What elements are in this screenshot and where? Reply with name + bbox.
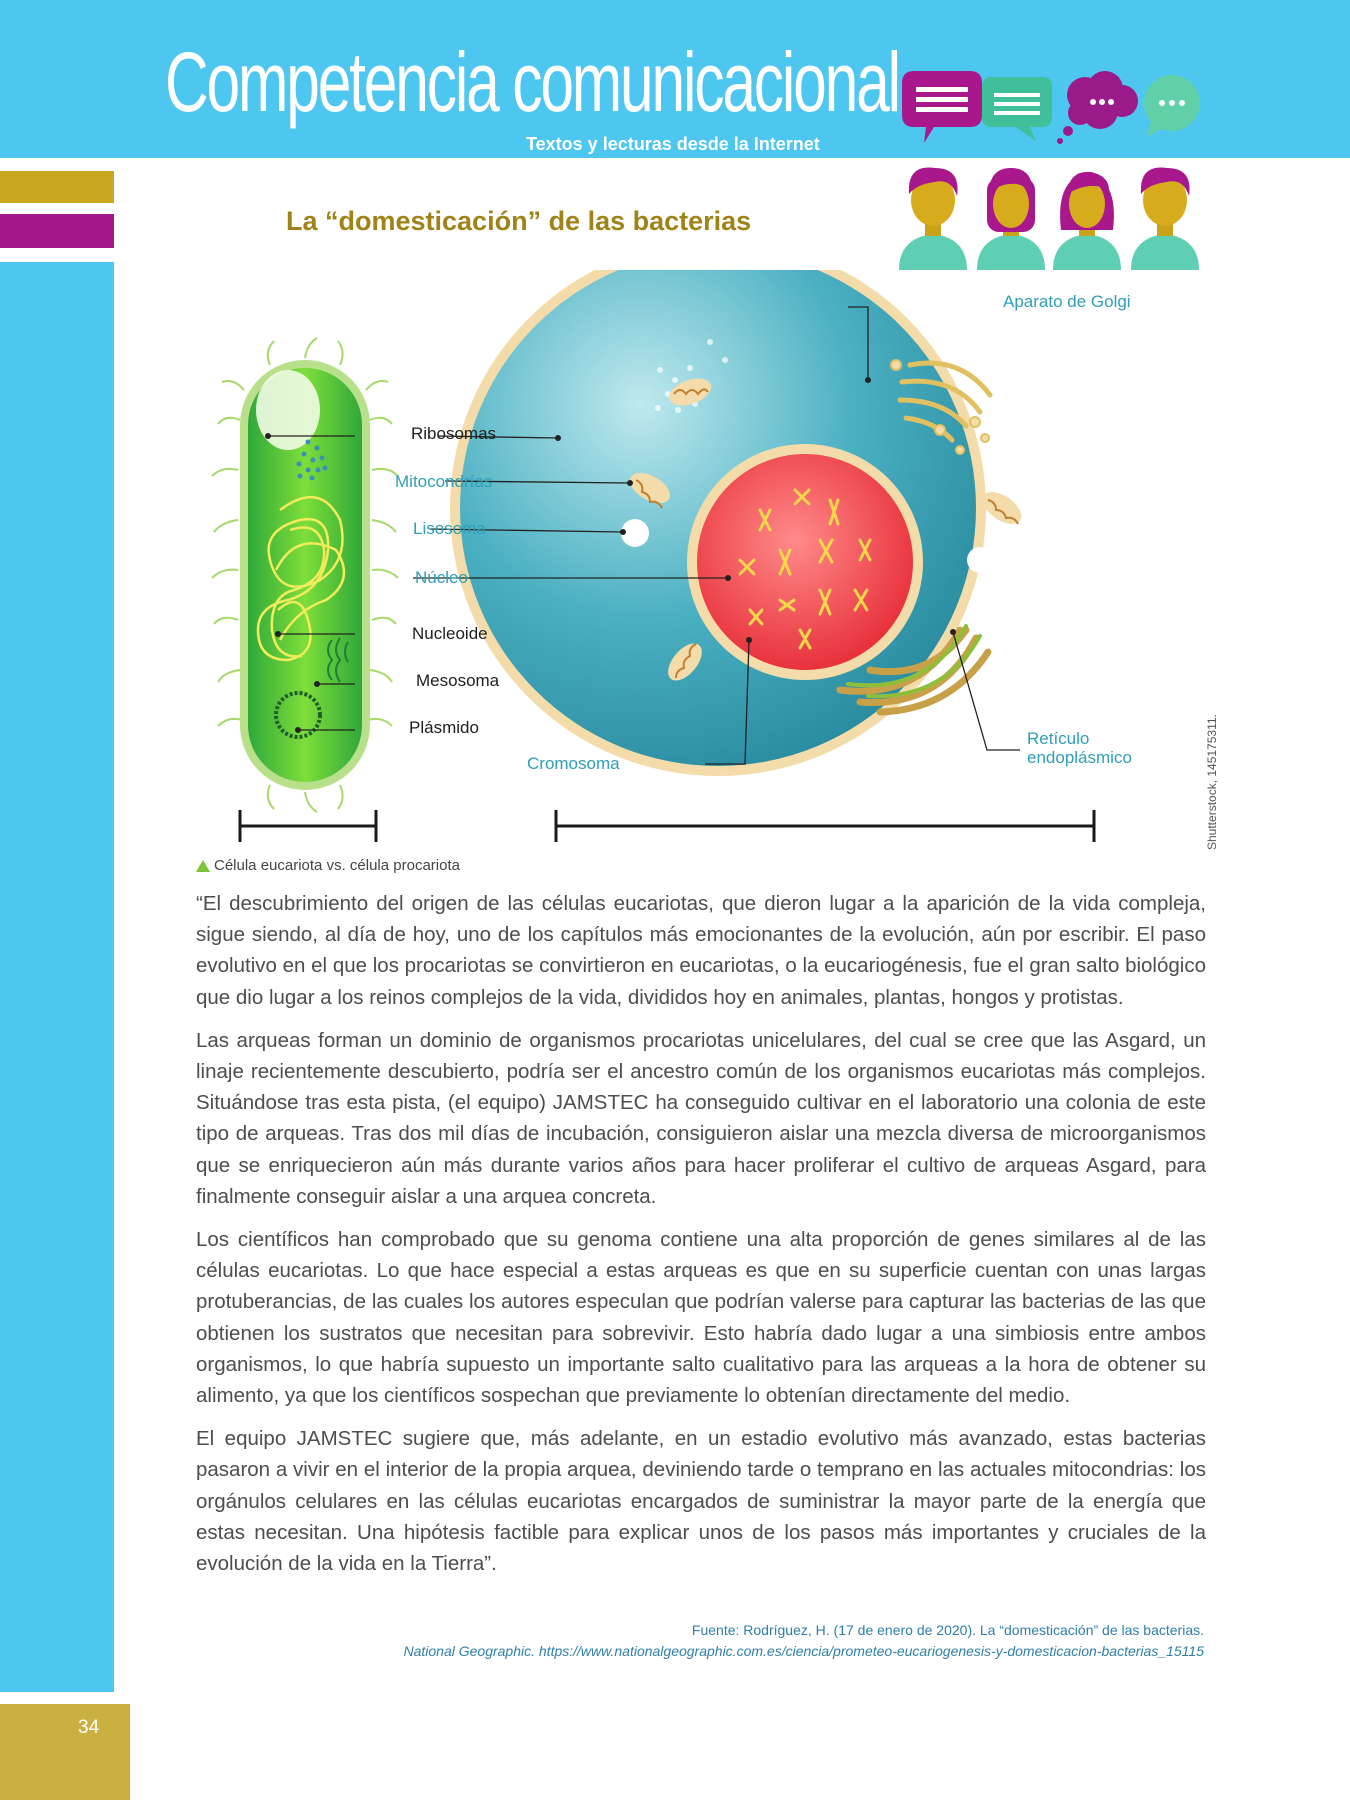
source-citation: [403, 1620, 1204, 1662]
lysosome: [967, 547, 993, 573]
article-paragraph: Las arqueas forman un dominio de organismos procariotas unicelulares, del cual se cree que las Asgard, un linaje recientemente descubierto, podría ser el ancestro común de los organismos eucariotas más complejos. Situándose tras esta pista, (el equipo) JAMSTEC ha conseguido cultivar en el laboratorio una colonia de este tipo de arqueas. Tras dos mil días de incubación, consiguieron aislar una mezcla diversa de microorganismos que se enriquecieron aún más durante varios años para hacer proliferar el cultivo de arqueas Asgard, para finalmente conseguir aislar a una arquea concreta.: [196, 1028, 1206, 1208]
label-nucleoide: Nucleoide: [412, 624, 488, 643]
page-number: 34: [78, 1717, 100, 1738]
label-mitocondrias: Mitocondrías: [395, 472, 493, 491]
photo-credit: Shutterstock, 145175311.: [1205, 714, 1219, 850]
purple-tab: [0, 214, 114, 248]
person-icon: [899, 168, 967, 270]
label-reticulo-2: endoplásmico: [1027, 748, 1132, 767]
person-icon: [1131, 168, 1199, 270]
gold-tab: [0, 171, 114, 203]
caption-triangle-icon: [196, 860, 210, 872]
label-reticulo-1: Retículo: [1027, 729, 1090, 748]
person-icon: [977, 168, 1045, 270]
teal-chat-bubble-icon: [982, 77, 1052, 141]
source-line-2[interactable]: National Geographic. https://www.nationalgeographic.com.es/ciencia/prometeo-eucariogenesis-y-domesticacion-bacterias_15115: [403, 1643, 1204, 1659]
label-ribosomas: Ribosomas: [411, 424, 497, 443]
eukaryotic-cell: [450, 270, 1027, 776]
label-aparato-golgi: Aparato de Golgi: [1003, 292, 1131, 311]
label-cromosoma: Cromosoma: [527, 754, 620, 773]
prokaryotic-cell: [212, 338, 398, 812]
page-title: La “domesticación” de las bacterias: [286, 206, 752, 236]
label-nucleo: Núcleo: [415, 568, 468, 587]
left-stripe: [0, 262, 114, 1692]
cloud-bubble-icon: [1057, 71, 1138, 144]
article-paragraph: El equipo JAMSTEC sugiere que, más adelante, en un estadio evolutivo más avanzado, estas bacterias pasaron a vivir en el interior de la propia arquea, deviniendo tarde o temprano en las actuales mitocondrias: los orgánulos celulares en las células eucariotas encargados de suministrar la mayor parte de la energía que estas necesitan. Una hipótesis factible para explicar unos de los pasos más importantes y cruciales de la evolución de la vida en la Tierra”.: [196, 1427, 1206, 1576]
people-illustration: [895, 160, 1215, 270]
source-line-1: Fuente: Rodríguez, H. (17 de enero de 2020). La “domesticación” de las bacterias.: [691, 1622, 1204, 1638]
label-mesosoma: Mesosoma: [416, 671, 500, 690]
person-icon: [1053, 172, 1121, 270]
header-title: Competencia comunicacional: [165, 35, 899, 129]
header-subtitle: Textos y lecturas desde la Internet: [526, 134, 820, 154]
footer-block: [0, 1704, 130, 1800]
article-paragraph: Los científicos han comprobado que su genoma contiene una alta proporción de genes similares al de las células eucariotas. Lo que hace especial a estas arqueas es que en su superficie cuentan con unas largas protuberancias, de las cuales los autores especulan que podrían valerse para capturar las bacterias de las que obtienen los sustratos que necesitan para sobrevivir. Esto habría dado lugar a una simbiosis entre ambos organismos, lo que habría supuesto un importante salto cualitativo para las arqueas a la hora de obtener su alimento, ya que los científicos sospechan que previamente lo obtenían directamente del medio.: [196, 1228, 1206, 1408]
round-chat-bubble-icon: [1144, 75, 1200, 137]
article-paragraph: “El descubrimiento del origen de las células eucariotas, que dieron lugar a la aparición de la vida compleja, sigue siendo, al día de hoy, uno de los capítulos más emocionantes de la evolución, aún por escribir. El paso evolutivo en el que los procariotas se convirtieron en eucariotas, o la eucariogénesis, fue el gran salto biológico que dio lugar a los reinos complejos de la vida, divididos hoy en animales, plantas, hongos y protistas.: [196, 892, 1206, 1009]
label-plasmido: Plásmido: [409, 718, 479, 737]
purple-chat-bubble-icon: [902, 71, 982, 143]
figure-caption: Célula eucariota vs. célula procariota: [214, 857, 460, 874]
chat-bubbles-icon: [890, 65, 1220, 155]
article-body: [196, 888, 1206, 1591]
label-lisosoma: Lisosoma: [413, 519, 486, 538]
scale-bars: [240, 810, 1094, 842]
